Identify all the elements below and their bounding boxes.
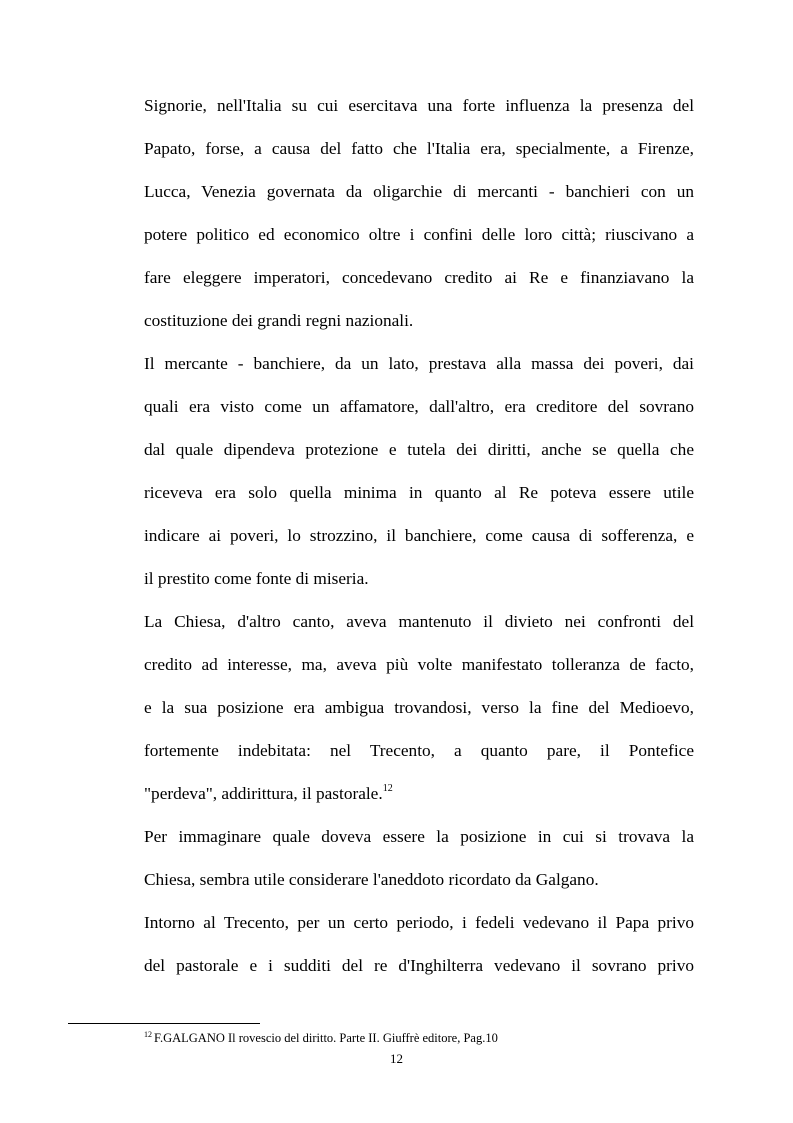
text-line: quali era visto come un affamatore, dall'altro, era creditore del sovrano xyxy=(144,397,694,416)
text-line: fortemente indebitata: nel Trecento, a quanto pare, il Pontefice xyxy=(144,741,694,760)
text-line: del pastorale e i sudditi del re d'Inghilterra vedevano il sovrano privo xyxy=(144,956,694,975)
text-line: Papato, forse, a causa del fatto che l'Italia era, specialmente, a Firenze, xyxy=(144,139,694,158)
text-line xyxy=(144,772,694,815)
footnote-reference[interactable]: 12 xyxy=(382,783,393,794)
text-line: potere politico ed economico oltre i confini delle loro città; riuscivano a xyxy=(144,225,694,244)
text-line: Il mercante - banchiere, da un lato, prestava alla massa dei poveri, dai xyxy=(144,354,694,373)
text-line: credito ad interesse, ma, aveva più volte manifestato tolleranza de facto, xyxy=(144,655,694,674)
page-number: 12 xyxy=(390,1051,403,1066)
footnote-text: F.GALGANO Il rovescio del diritto. Parte II. Giuffrè editore, Pag.10 xyxy=(154,1031,498,1045)
text-line: Intorno al Trecento, per un certo periodo, i fedeli vedevano il Papa privo xyxy=(144,913,694,932)
text-line: costituzione dei grandi regni nazionali. xyxy=(144,311,414,330)
text-line: e la sua posizione era ambigua trovandosi, verso la fine del Medioevo, xyxy=(144,698,694,717)
footnote xyxy=(144,1030,498,1048)
text-line: Chiesa, sembra utile considerare l'aneddoto ricordato da Galgano. xyxy=(144,870,599,889)
line-text: "perdeva", addirittura, il pastorale. xyxy=(144,784,383,803)
footnote-marker: 12 xyxy=(144,1030,152,1039)
text-line: Per immaginare quale doveva essere la posizione in cui si trovava la xyxy=(144,827,694,846)
text-line: Signorie, nell'Italia su cui esercitava una forte influenza la presenza del xyxy=(144,96,694,115)
text-line: dal quale dipendeva protezione e tutela dei diritti, anche se quella che xyxy=(144,440,694,459)
text-line: Lucca, Venezia governata da oligarchie di mercanti - banchieri con un xyxy=(144,182,694,201)
text-line: indicare ai poveri, lo strozzino, il banchiere, come causa di sofferenza, e xyxy=(144,526,694,545)
main-text xyxy=(144,84,694,987)
text-line: il prestito come fonte di miseria. xyxy=(144,569,369,588)
footnote-divider xyxy=(68,1023,260,1024)
text-line: fare eleggere imperatori, concedevano credito ai Re e finanziavano la xyxy=(144,268,694,287)
text-line: riceveva era solo quella minima in quanto al Re poteva essere utile xyxy=(144,483,694,502)
text-line: La Chiesa, d'altro canto, aveva mantenuto il divieto nei confronti del xyxy=(144,612,694,631)
